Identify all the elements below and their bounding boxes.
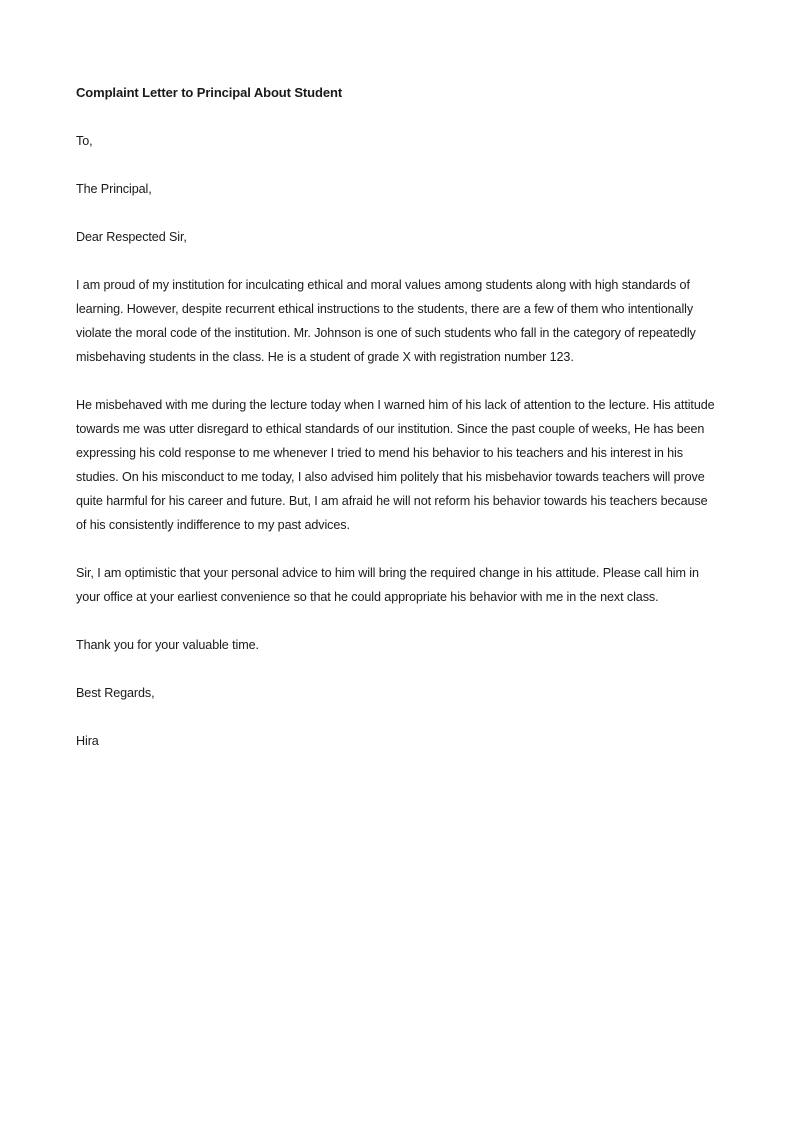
recipient: The Principal, xyxy=(76,182,152,196)
letter-body xyxy=(76,81,716,777)
paragraph-1: I am proud of my institution for inculcating ethical and moral values among students along with high standards of learning. However, despite recurrent ethical instructions to the students, there are a few of them who intentionally violate the moral code of the institution. Mr. Johnson is one of such students who fall in the category of repeatedly misbehaving students in the class. He is a student of grade X with registration number 123. xyxy=(76,278,696,364)
salutation: Dear Respected Sir, xyxy=(76,230,187,244)
paragraph-3: Sir, I am optimistic that your personal advice to him will bring the required change in his attitude. Please call him in your office at your earliest convenience so that he could appropriate his behavior with me in the next class. xyxy=(76,566,699,604)
signature: Hira xyxy=(76,734,99,748)
thanks-line: Thank you for your valuable time. xyxy=(76,638,259,652)
closing: Best Regards, xyxy=(76,686,155,700)
letter-title: Complaint Letter to Principal About Student xyxy=(76,85,343,100)
address-to: To, xyxy=(76,134,93,148)
paragraph-2: He misbehaved with me during the lecture today when I warned him of his lack of attention to the lecture. His attitude towards me was utter disregard to ethical standards of our institution. Since the past couple of weeks, He has been expressing his cold response to me whenever I tried to mend his behavior to his teachers and his interest in his studies. On his misconduct to me today, I also advised him politely that his misbehavior towards teachers will prove quite harmful for his career and future. But, I am afraid he will not reform his behavior towards his teachers because of his consistently indifference to my past advices. xyxy=(76,398,715,532)
